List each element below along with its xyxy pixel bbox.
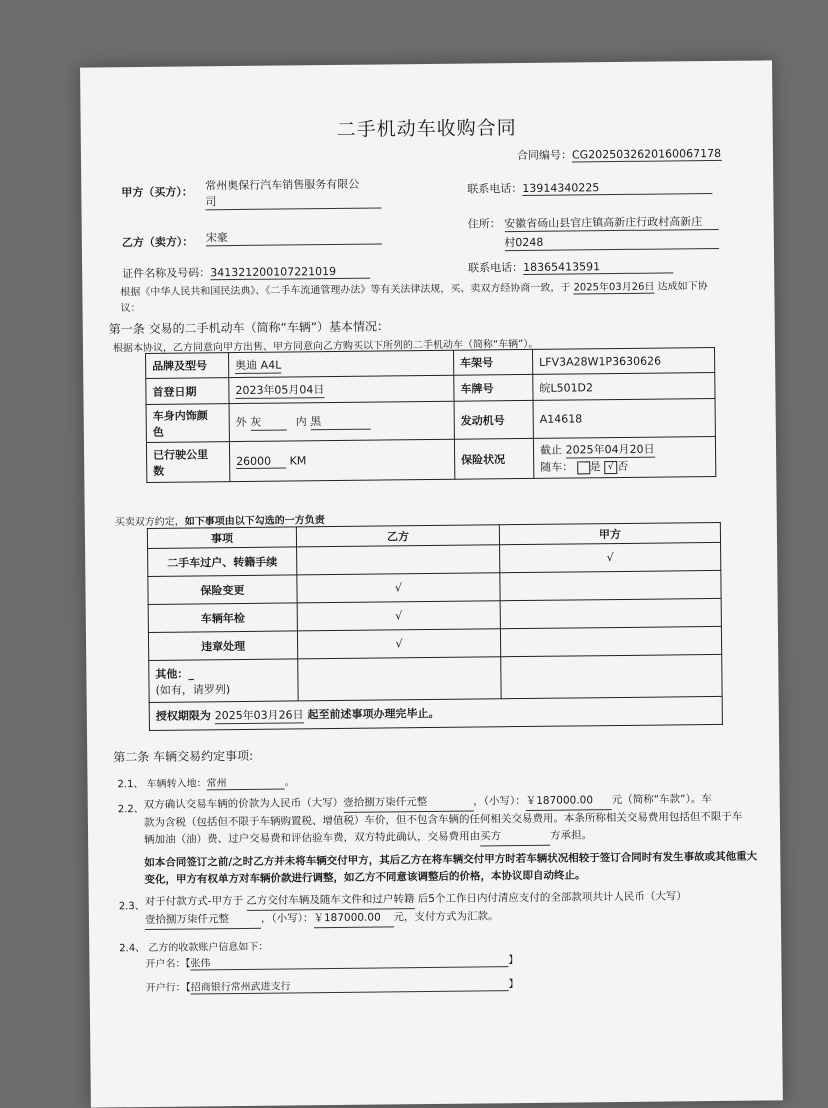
party-b-id bbox=[122, 263, 370, 282]
duties-a-mark bbox=[500, 626, 721, 656]
duties-a-mark bbox=[500, 598, 721, 628]
duties-other-label: 其他：_ bbox=[155, 666, 194, 681]
duties-table bbox=[147, 522, 723, 731]
color-label-line1: 车身内饰颜 bbox=[152, 408, 208, 423]
party-a-phone-value: 13914340225 bbox=[522, 180, 712, 196]
account-holder-bracket: 】 bbox=[508, 955, 519, 967]
duties-col-item: 事项 bbox=[147, 527, 296, 549]
duties-other-hint: (如有，请罗列) bbox=[155, 682, 231, 697]
mileage-label-line2: 数 bbox=[153, 464, 165, 478]
engine-value: A14618 bbox=[533, 398, 715, 438]
party-a-phone-label: 联系电话： bbox=[467, 181, 523, 196]
party-b-address-line1: 安徽省砀山县官庄镇高新庄行政村高新庄 bbox=[504, 213, 718, 232]
plate-value: 皖L501D2 bbox=[533, 372, 715, 400]
contract-page bbox=[80, 60, 783, 1107]
duties-a-mark: √ bbox=[500, 542, 721, 572]
mileage-value bbox=[229, 439, 454, 481]
account-bank-bracket: 】 bbox=[508, 979, 519, 991]
insurance-until-label: 截止 bbox=[539, 443, 563, 457]
insurance-until bbox=[540, 440, 709, 459]
party-b-phone-value: 18365413591 bbox=[523, 259, 673, 275]
mileage-number: 26000 bbox=[236, 454, 286, 469]
clause-2-2-no: 2.2、 bbox=[117, 803, 144, 816]
insurance-until-date: 2025年04月20日 bbox=[565, 442, 655, 457]
contract-number bbox=[517, 145, 722, 163]
clause-2-1-no: 2.1、 bbox=[117, 778, 144, 791]
clause-2-3-text-b: 后5个工作日内付清应支付的全部款项共计人民币（大写） bbox=[417, 890, 687, 906]
insurance-label: 保险状况 bbox=[454, 438, 533, 479]
duties-other-a bbox=[501, 654, 722, 698]
clause-2-3-text-c: ，（小写）： bbox=[260, 912, 314, 925]
insurance-value bbox=[533, 436, 715, 478]
mileage-unit: KM bbox=[289, 453, 307, 467]
clause-2-2 bbox=[144, 791, 763, 850]
price-adjust-clause: 如本合同签订之前/之时乙方并未将车辆交付甲方，其后乙方在将车辆交付甲方时若车辆状况相较于签订合同时有发生事故或其他重大变化，甲方有权单方对车辆价款进行调整，如乙方不同意该调整后的价格，本协议即自动终止。 bbox=[144, 850, 758, 886]
party-b-id-label: 证件名称及号码： bbox=[122, 266, 211, 281]
duties-intro-bold: 如下事项由以下勾选的一方负责 bbox=[184, 515, 325, 528]
color-label bbox=[146, 404, 229, 443]
party-b-address bbox=[468, 213, 719, 252]
brand-text: 奥迪 A4L bbox=[235, 358, 282, 372]
no-label: 否 bbox=[617, 459, 629, 474]
yes-label: 是 bbox=[589, 460, 601, 474]
contract-number-value: CG2025032620160067178 bbox=[571, 146, 722, 162]
vehicle-row bbox=[146, 398, 715, 442]
clause-2-2-line3b: 方承担。 bbox=[550, 829, 593, 842]
basis-text: 根据《中华人民共和国民法典》、《二手车流通管理办法》等有关法律法规，买、卖双方经协商一致，于 bbox=[120, 282, 571, 299]
account-holder bbox=[145, 951, 518, 971]
no-checkbox bbox=[604, 461, 617, 474]
authorize-tail: 起至前述事项办理完毕止。 bbox=[307, 706, 440, 722]
party-b-phone bbox=[468, 257, 673, 275]
mileage-label bbox=[146, 442, 229, 483]
clause-2-1-end: 。 bbox=[284, 777, 295, 789]
duties-b-mark: √ bbox=[297, 601, 500, 631]
clause-2-4-text: 乙方的收款账户信息如下： bbox=[148, 941, 269, 954]
vehicle-info-table bbox=[145, 347, 716, 483]
engine-label: 发动机号 bbox=[454, 400, 533, 439]
clause-2-3-text-a: 对于付款方式-甲方于 bbox=[144, 894, 244, 908]
account-bank-value: 招商银行常州武进支行 bbox=[191, 975, 509, 994]
clause-2-2-text-c: 元（简称“车款”）。车 bbox=[611, 793, 712, 807]
duties-b-mark: √ bbox=[297, 629, 500, 659]
clause-2-2-line2: 款为含税（包括但不限于车辆购置税、增值税）车价，但不包含车辆的任何相关交易费用。本条所称相关交易费用包括但不限于车 bbox=[143, 810, 743, 829]
party-b-address-line2: 村0248 bbox=[504, 232, 718, 251]
account-holder-value: 张伟 bbox=[190, 951, 508, 970]
party-b-id-value: 341321200107221019 bbox=[210, 265, 370, 281]
vehicle-row bbox=[146, 436, 715, 482]
account-holder-label: 开户名：【 bbox=[145, 958, 191, 970]
party-a-name-line2: 司 bbox=[205, 191, 381, 210]
clause-2-1-text: 车辆转入地： bbox=[146, 778, 207, 790]
page-title: 二手机动车收购合同 bbox=[336, 117, 517, 141]
article2-heading: 第二条 车辆交易约定事项: bbox=[113, 748, 254, 765]
party-b-phone-label: 联系电话： bbox=[468, 260, 524, 275]
clause-2-4-no: 2.4、 bbox=[119, 942, 146, 955]
clause-2-2-payer: 买方 bbox=[480, 828, 550, 847]
clause-2-2-upper: 壹拾捌万柒仟元整 bbox=[343, 794, 473, 813]
article1-intro: 根据本协议，乙方同意向甲方出售、甲方同意向乙方购买以下所列的二手机动车（简称“车辆”）。 bbox=[112, 338, 539, 355]
plate-label: 车牌号 bbox=[454, 374, 533, 401]
reg-date-label: 首登日期 bbox=[146, 378, 229, 405]
vin-label: 车架号 bbox=[453, 349, 532, 375]
party-b-address-value bbox=[504, 213, 718, 251]
authorize-date: 2025年03月26日 bbox=[214, 708, 304, 723]
clause-2-2-text-b: ，（小写）： bbox=[473, 794, 526, 808]
article1-heading: 第一条 交易的二手机动车（简称“车辆”）基本情况： bbox=[108, 319, 390, 337]
contract-number-label: 合同编号： bbox=[516, 148, 573, 163]
duties-item: 违章处理 bbox=[148, 631, 297, 661]
with-car bbox=[540, 457, 709, 475]
clause-2-2-line3a: 辆加油（油）费、过户交易费和评估验车费，双方特此确认，交易费用由 bbox=[144, 830, 481, 846]
clause-2-1-value: 常州 bbox=[207, 774, 285, 791]
clause-2-3-upper: 壹拾捌万柒仟元整 bbox=[145, 911, 261, 930]
account-bank-label: 开户行：【 bbox=[145, 982, 191, 994]
party-b-name-value: 宋豪 bbox=[206, 227, 382, 246]
exterior-prefix: 外 bbox=[235, 415, 247, 430]
duties-b-mark: √ bbox=[297, 573, 500, 603]
party-a-label: 甲方（买方）： bbox=[121, 185, 193, 200]
reg-date-value bbox=[229, 375, 454, 403]
duties-other-row bbox=[149, 654, 722, 702]
no-check-mark: √ bbox=[607, 461, 614, 472]
clause-2-2-text-a: 双方确认交易车辆的价款为人民币（大写） bbox=[143, 796, 344, 811]
duties-other bbox=[149, 659, 298, 703]
clause-2-4 bbox=[119, 938, 268, 955]
basis-text-tail: 达成如下协 bbox=[657, 281, 708, 293]
duties-col-a: 甲方 bbox=[499, 522, 720, 544]
color-label-line2: 色 bbox=[152, 425, 164, 439]
clause-2-3-lower: ￥187000.00 bbox=[313, 909, 393, 928]
brand-label: 品牌及型号 bbox=[146, 353, 229, 379]
clause-2-1 bbox=[117, 773, 294, 791]
party-b-address-label: 住所： bbox=[467, 217, 501, 231]
interior-prefix: 内 bbox=[295, 415, 307, 429]
clause-2-3 bbox=[145, 888, 763, 930]
reg-date-text: 2023年05月04日 bbox=[235, 383, 325, 398]
duties-other-b bbox=[298, 657, 501, 701]
duties-intro-text: 买卖双方约定， bbox=[114, 516, 185, 529]
duties-col-b: 乙方 bbox=[296, 525, 499, 547]
duties-item: 车辆年检 bbox=[148, 603, 297, 633]
with-car-label: 随车： bbox=[540, 460, 574, 474]
clause-2-3-text-d: 元，支付方式为汇款。 bbox=[393, 910, 499, 924]
brand-value bbox=[229, 350, 454, 377]
party-b-name bbox=[206, 227, 382, 246]
party-a-name-line1: 常州奥保行汽车销售服务有限公 bbox=[205, 177, 360, 193]
account-bank bbox=[146, 975, 519, 995]
duties-item: 保险变更 bbox=[148, 575, 297, 605]
clause-2-3-condition: 乙方交付车辆及随车文件和过户转籍 bbox=[246, 891, 414, 911]
vin-value: LFV3A28W1P3630626 bbox=[532, 347, 714, 374]
duties-item: 二手车过户、转籍手续 bbox=[148, 547, 297, 577]
clause-2-2-lower: ￥187000.00 bbox=[526, 792, 612, 811]
yes-checkbox bbox=[577, 461, 590, 474]
interior-color: 黑 bbox=[310, 413, 370, 431]
basis-line2: 议： bbox=[120, 303, 141, 315]
exterior-color: 灰 bbox=[250, 413, 286, 430]
basis-line bbox=[120, 277, 707, 299]
duties-authorize-row bbox=[149, 696, 722, 730]
party-a-name bbox=[205, 175, 381, 210]
clause-2-3-no: 2.3、 bbox=[118, 900, 145, 913]
duties-b-mark bbox=[297, 545, 500, 575]
authorize-label: 授权期限为 bbox=[155, 709, 211, 723]
authorize-period bbox=[149, 696, 722, 730]
basis-date: 2025年03月26日 bbox=[573, 278, 654, 295]
party-b-label: 乙方（卖方）： bbox=[121, 235, 194, 250]
mileage-label-line1: 已行驶公里 bbox=[153, 447, 209, 462]
party-a-phone bbox=[467, 178, 712, 197]
duties-a-mark bbox=[500, 570, 721, 600]
color-value bbox=[229, 401, 454, 441]
